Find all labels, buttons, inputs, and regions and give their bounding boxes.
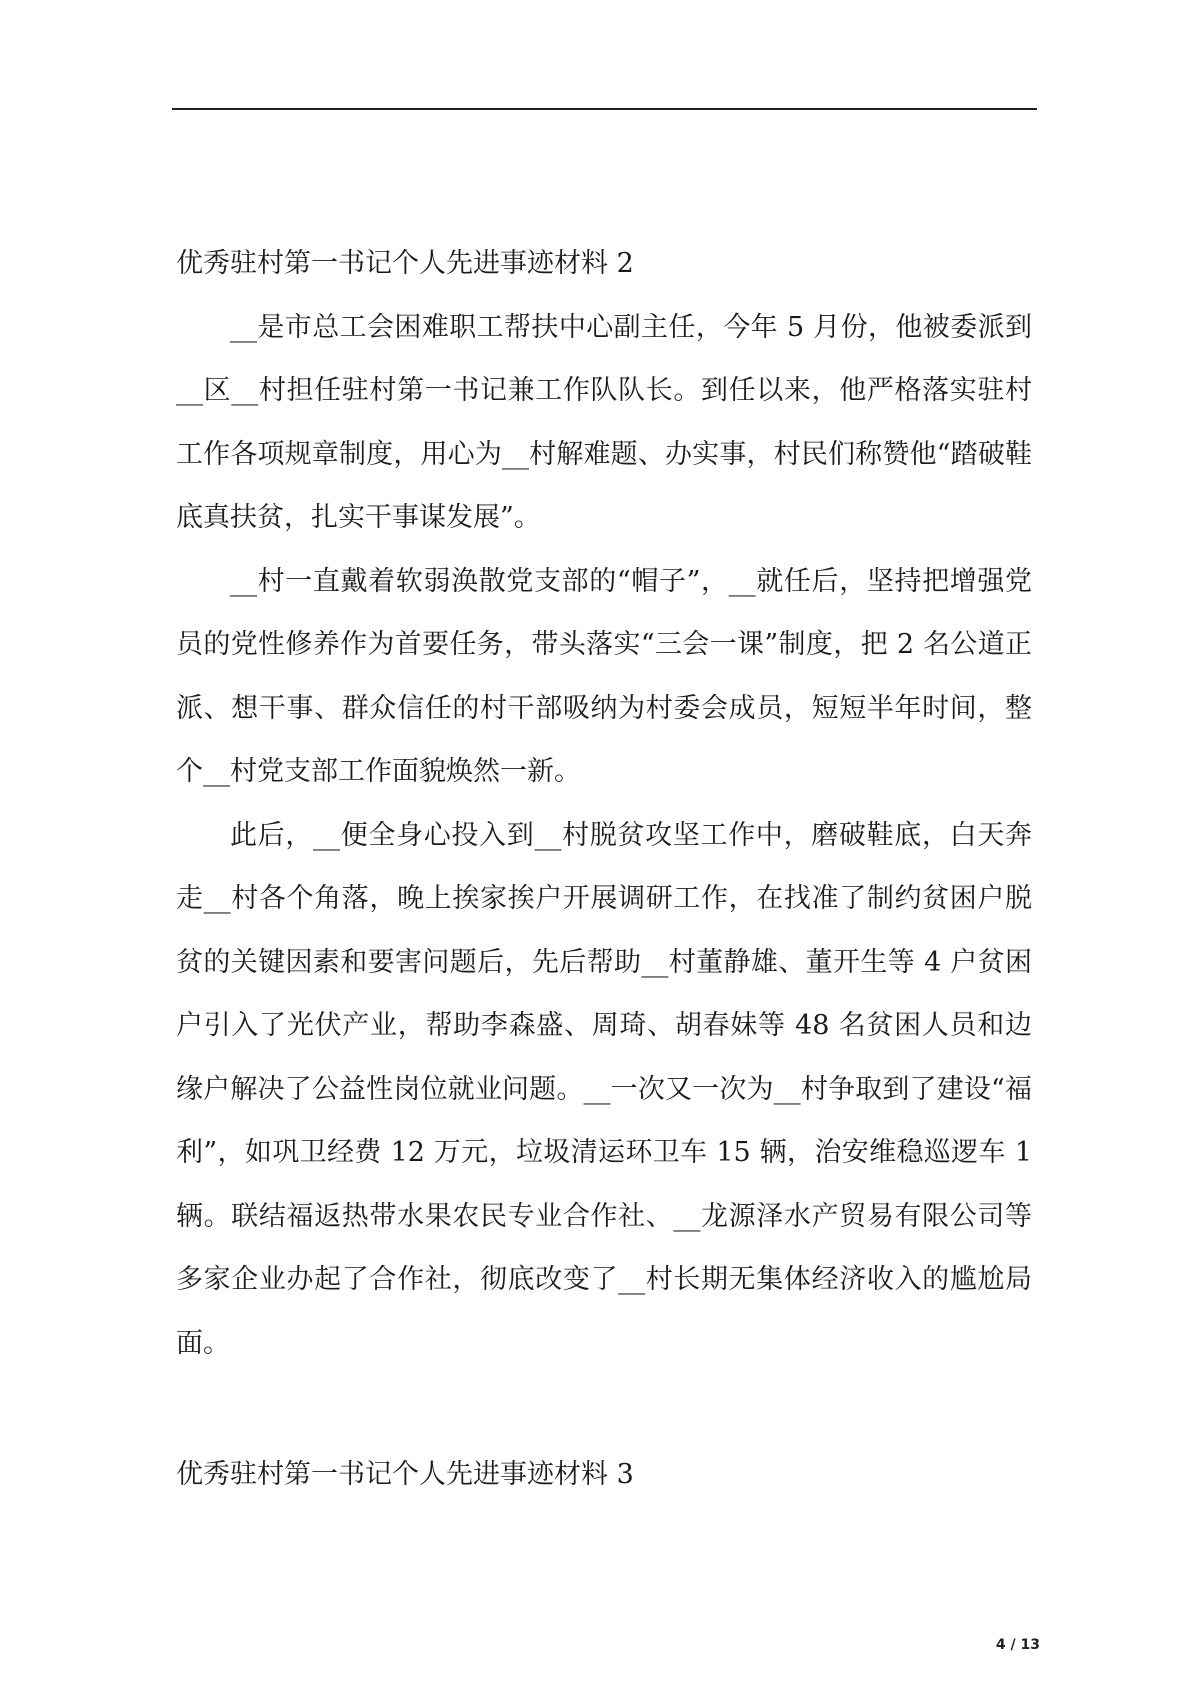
document-body — [176, 232, 1032, 1507]
paragraph-2: __村一直戴着软弱涣散党支部的“帽子”，__就任后，坚持把增强党员的党性修养作为首要任务，带头落实“三会一课”制度，把 2 名公道正派、想干事、群众信任的村干部吸纳为村委会成员，短短半年时间，整个__村党支部工作面貌焕然一新。 — [176, 565, 1032, 787]
paragraph-3: 此后，__便全身心投入到__村脱贫攻坚工作中，磨破鞋底，白天奔走__村各个角落，晚上挨家挨户开展调研工作，在找准了制约贫困户脱贫的关键因素和要害问题后，先后帮助__村董静雄、董开生等 4 户贫困户引入了光伏产业，帮助李森盛、周琦、胡春妹等 48 名贫困人员和边缘户解决了公益性岗位就业问题。__一次又一次为__村争取到了建设“福利”，如巩卫经费 12 万元，垃圾清运环卫车 15 辆，治安维稳巡逻车 1 辆。联结福返热带水果农民专业合作社、__龙源泽水产贸易有限公司等多家企业办起了合作社，彻底改变了__村长期无集体经济收入的尴尬局面。 — [176, 819, 1032, 1359]
paragraph-1: __是市总工会困难职工帮扶中心副主任，今年 5 月份，他被委派到__区__村担任驻村第一书记兼工作队队长。到任以来，他严格落实驻村工作各项规章制度，用心为__村解难题、办实事，村民们称赞他“踏破鞋底真扶贫，扎实干事谋发展”。 — [176, 311, 1032, 533]
header-rule — [172, 108, 1037, 110]
page-number: 4 / 13 — [995, 1637, 1040, 1653]
section-heading-3: 优秀驻村第一书记个人先进事迹材料 3 — [176, 1459, 634, 1490]
section-heading-2: 优秀驻村第一书记个人先进事迹材料 2 — [176, 248, 634, 279]
